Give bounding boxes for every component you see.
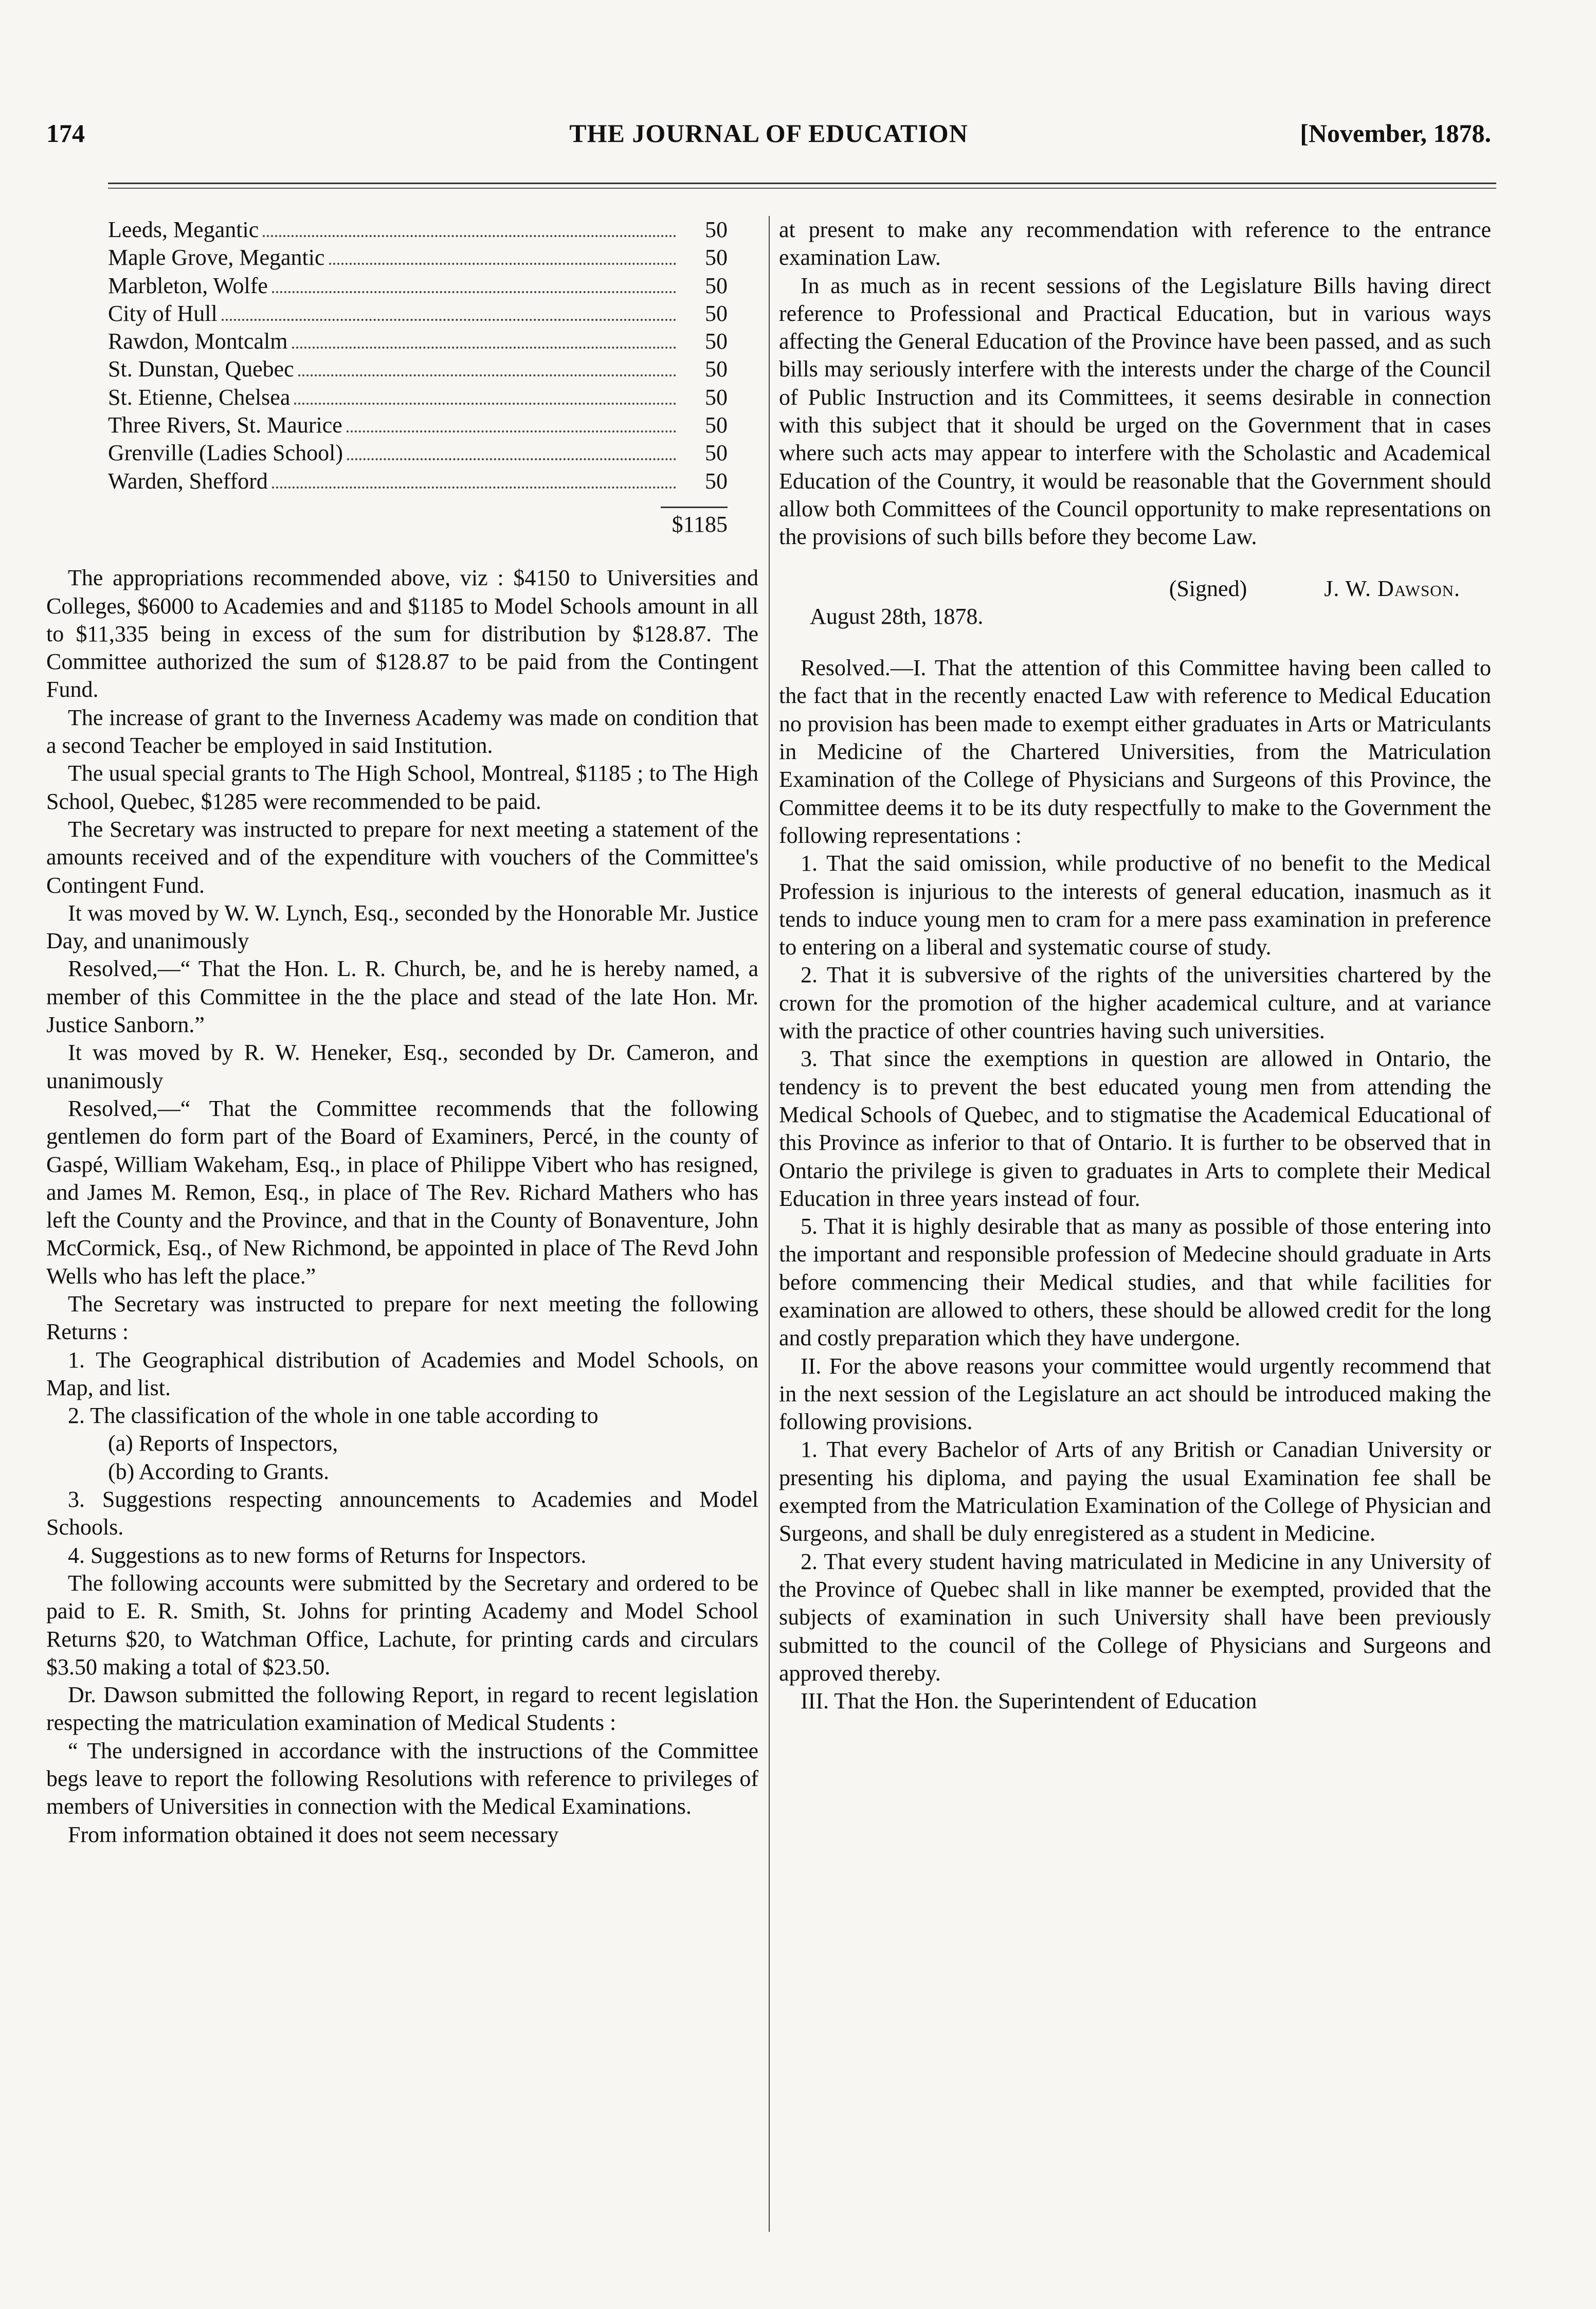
leader-dots bbox=[347, 430, 676, 432]
grant-row bbox=[46, 439, 758, 467]
grant-amount: 50 bbox=[705, 329, 728, 354]
leader-dots bbox=[222, 319, 676, 321]
paragraph: 3. That since the exemptions in question are allowed in Ontario, the tendency is to prevent the best educated young men from attending the Medical Schools of Quebec, and to stigmatise the Academical Educational of this Province as inferior to that of Ontario. It is further to be observed that in Ontario the privilege is given to graduates in Arts to complete their Medical Education in three years instead of four. bbox=[779, 1046, 1491, 1211]
paragraph: It was moved by R. W. Heneker, Esq., seconded by Dr. Cameron, and unanimously bbox=[46, 1040, 758, 1093]
grant-amount: 50 bbox=[705, 217, 728, 242]
leader-dots bbox=[263, 235, 676, 237]
paragraph: 1. The Geographical distribution of Academies and Model Schools, on Map, and list. bbox=[46, 1347, 758, 1400]
grant-name: City of Hull bbox=[108, 300, 217, 326]
paragraph: Resolved.—I. That the attention of this Committee having been called to the fact that in the recently enacted Law with reference to Medical Education no provision has been made to exempt either graduates in Arts or Matriculants in Medicine of the Chartered Universities, from the Matriculation Examination of the College of Physicians and Surgeons of this Province, the Committee deems it to be its duty respectfully to make to the Government the following representations : bbox=[779, 655, 1491, 848]
grant-row bbox=[46, 411, 758, 439]
leader-dots bbox=[272, 486, 676, 489]
journal-title: THE JOURNAL OF EDUCATION bbox=[569, 119, 968, 148]
paragraph: 1. That every Bachelor of Arts of any British or Canadian University or presenting his diploma, and paying the usual Examination fee shall be exempted from the Matriculation Examination of the College of Physician and Surgeons, and shall be duly enregistered as a student in Medicine. bbox=[779, 1437, 1491, 1546]
grant-amount: 50 bbox=[705, 356, 728, 382]
grant-row bbox=[46, 272, 758, 300]
paragraph: 4. Suggestions as to new forms of Returns for Inspectors. bbox=[68, 1542, 587, 1568]
paragraph: 2. That every student having matriculated in Medicine in any University of the Province of Quebec shall in like manner be exempted, provided that the subjects of examination in such University shall have been previously submitted to the council of the College of Physicians and Surgeons and approved thereby. bbox=[779, 1548, 1491, 1686]
grant-amount: 50 bbox=[705, 273, 728, 298]
paragraph: “ The undersigned in accordance with the instructions of the Committee begs leave to report the following Resolutions with reference to privileges of members of Universities in connection with the Medical Examinations. bbox=[46, 1738, 758, 1819]
signature-line bbox=[779, 575, 1491, 603]
paragraph: II. For the above reasons your committee would urgently recommend that in the next session of the Legislature an act should be introduced making the following provisions. bbox=[779, 1353, 1491, 1435]
grant-row bbox=[46, 300, 758, 328]
header-rule-thin bbox=[108, 188, 1496, 189]
list-item: (b) According to Grants. bbox=[108, 1458, 330, 1484]
paragraph: 3. Suggestions respecting announcements to Academies and Model Schools. bbox=[46, 1487, 758, 1540]
paragraph: 1. That the said omission, while productive of no benefit to the Medical Profession is injurious to the interests of general education, inasmuch as it tends to induce young men to cram for a mere pass examination in preference to entering on a liberal and systematic course of study. bbox=[779, 851, 1491, 960]
right-column bbox=[779, 216, 1491, 1715]
grants-list bbox=[46, 216, 758, 495]
header-rule bbox=[108, 183, 1496, 184]
paragraph: The following accounts were submitted by the Secretary and ordered to be paid to E. R. Smith, St. Johns for printing Academy and Model School Returns $20, to Watchman Office, Lachute, for printing cards and circulars $3.50 making a total of $23.50. bbox=[46, 1570, 758, 1680]
paragraph: 2. That it is subversive of the rights of the universities chartered by the crown for the promotion of the higher academical culture, and at variance with the practice of other countries having such universities. bbox=[779, 962, 1491, 1044]
leader-dots bbox=[272, 291, 676, 293]
page-number: 174 bbox=[46, 119, 85, 148]
grant-amount: 50 bbox=[705, 440, 728, 466]
paragraph: In as much as in recent sessions of the Legislature Bills having direct reference to Professional and Practical Education, but in various ways affecting the General Education of the Province have been passed, and as such bills may seriously interfere with the interests under the charge of the Council of Public Instruction and its Committees, it seems desirable in connection with this subject that it should be urged on the Government that in cases where such acts may appear to interfere with the Scholastic and Academical Education of the Country, it would be reasonable that the Government should allow both Committees of the Council opportunity to make representations on the provisions of such bills before they become Law. bbox=[779, 273, 1491, 550]
grant-name: Leeds, Megantic bbox=[108, 217, 259, 242]
leader-dots bbox=[292, 347, 676, 349]
grant-row bbox=[46, 355, 758, 383]
grant-row bbox=[46, 216, 758, 244]
grant-name: Grenville (Ladies School) bbox=[108, 440, 343, 466]
paragraph: The usual special grants to The High School, Montreal, $1185 ; to The High School, Quebec, $1285 were recommended to be paid. bbox=[46, 761, 758, 814]
grant-row bbox=[46, 244, 758, 272]
grant-name: Rawdon, Montcalm bbox=[108, 329, 288, 354]
grant-amount: 50 bbox=[705, 468, 728, 494]
grant-amount: 50 bbox=[705, 384, 728, 410]
leader-dots bbox=[329, 263, 676, 265]
grant-amount: 50 bbox=[705, 412, 728, 438]
grant-row bbox=[46, 467, 758, 495]
paragraph: Resolved,—“ That the Committee recommends that the following gentlemen do form part of the Board of Examiners, Percé, in the county of Gaspé, William Wakeham, Esq., in place of Philippe Vibert who has resigned, and James M. Remon, Esq., in place of The Rev. Richard Mathers who has left the County and the Province, and that in the County of Bonaventure, John McCormick, Esq., of New Richmond, be appointed in place of The Revd John Wells who has left the place.” bbox=[46, 1095, 758, 1289]
grant-name: St. Dunstan, Quebec bbox=[108, 356, 294, 382]
paragraph: at present to make any recommendation with reference to the entrance examination Law. bbox=[779, 217, 1491, 270]
grant-amount: 50 bbox=[705, 245, 728, 270]
grant-row bbox=[46, 384, 758, 411]
paragraph: 5. That it is highly desirable that as many as possible of those entering into the important and responsible profession of Medecine should graduate in Arts before commencing their Medical studies, and that while facilities for examination are allowed to others, these should be allowed credit for the long and costly preparation which they have undergone. bbox=[779, 1214, 1491, 1351]
paragraph: III. That the Hon. the Superintendent of Education bbox=[801, 1688, 1257, 1714]
leader-dots bbox=[347, 458, 676, 460]
grant-name: Three Rivers, St. Maurice bbox=[108, 412, 342, 438]
list-item: (a) Reports of Inspectors, bbox=[108, 1431, 338, 1456]
report-date: August 28th, 1878. bbox=[810, 603, 984, 629]
grant-name: Maple Grove, Megantic bbox=[108, 245, 325, 270]
journal-page bbox=[46, 118, 1491, 1847]
leader-dots bbox=[294, 403, 676, 405]
paragraph: The Secretary was instructed to prepare for next meeting a statement of the amounts received and of the expenditure with vouchers of the Committee's Contingent Fund. bbox=[46, 816, 758, 898]
leader-dots bbox=[298, 374, 676, 376]
paragraph: It was moved by W. W. Lynch, Esq., seconded by the Honorable Mr. Justice Day, and unanimously bbox=[46, 900, 758, 954]
grant-name: Warden, Shefford bbox=[108, 468, 268, 494]
issue-date: [November, 1878. bbox=[1300, 119, 1491, 148]
grant-row bbox=[46, 328, 758, 355]
signed-label: (Signed) bbox=[1169, 575, 1247, 601]
paragraph: Dr. Dawson submitted the following Report, in regard to recent legislation respecting the matriculation examination of Medical Students : bbox=[46, 1682, 758, 1736]
grant-amount: 50 bbox=[705, 300, 728, 326]
grants-total: $1185 bbox=[46, 511, 758, 538]
grant-name: St. Etienne, Chelsea bbox=[108, 384, 291, 410]
paragraph: 2. The classification of the whole in one table according to bbox=[68, 1403, 598, 1429]
paragraph: The appropriations recommended above, viz : $4150 to Universities and Colleges, $6000 to Academies and and $1185 to Model Schools amount in all to $11,335 being in excess of the sum for distribution by $128.87. The Committee authorized the sum of $128.87 to be paid from the Contingent Fund. bbox=[46, 565, 758, 702]
page-header bbox=[46, 118, 1491, 165]
grant-name: Marbleton, Wolfe bbox=[108, 273, 268, 298]
paragraph: The increase of grant to the Inverness Academy was made on condition that a second Teacher be employed in said Institution. bbox=[46, 705, 758, 759]
paragraph: The Secretary was instructed to prepare for next meeting the following Returns : bbox=[46, 1291, 758, 1345]
signer-name: J. W. Dawson. bbox=[1324, 575, 1460, 601]
column-divider bbox=[769, 216, 770, 2232]
paragraph: From information obtained it does not seem necessary bbox=[68, 1821, 559, 1847]
left-column bbox=[46, 216, 758, 1849]
paragraph: Resolved,—“ That the Hon. L. R. Church, be, and he is hereby named, a member of this Committee in the the place and stead of the late Hon. Mr. Justice Sanborn.” bbox=[46, 956, 758, 1038]
